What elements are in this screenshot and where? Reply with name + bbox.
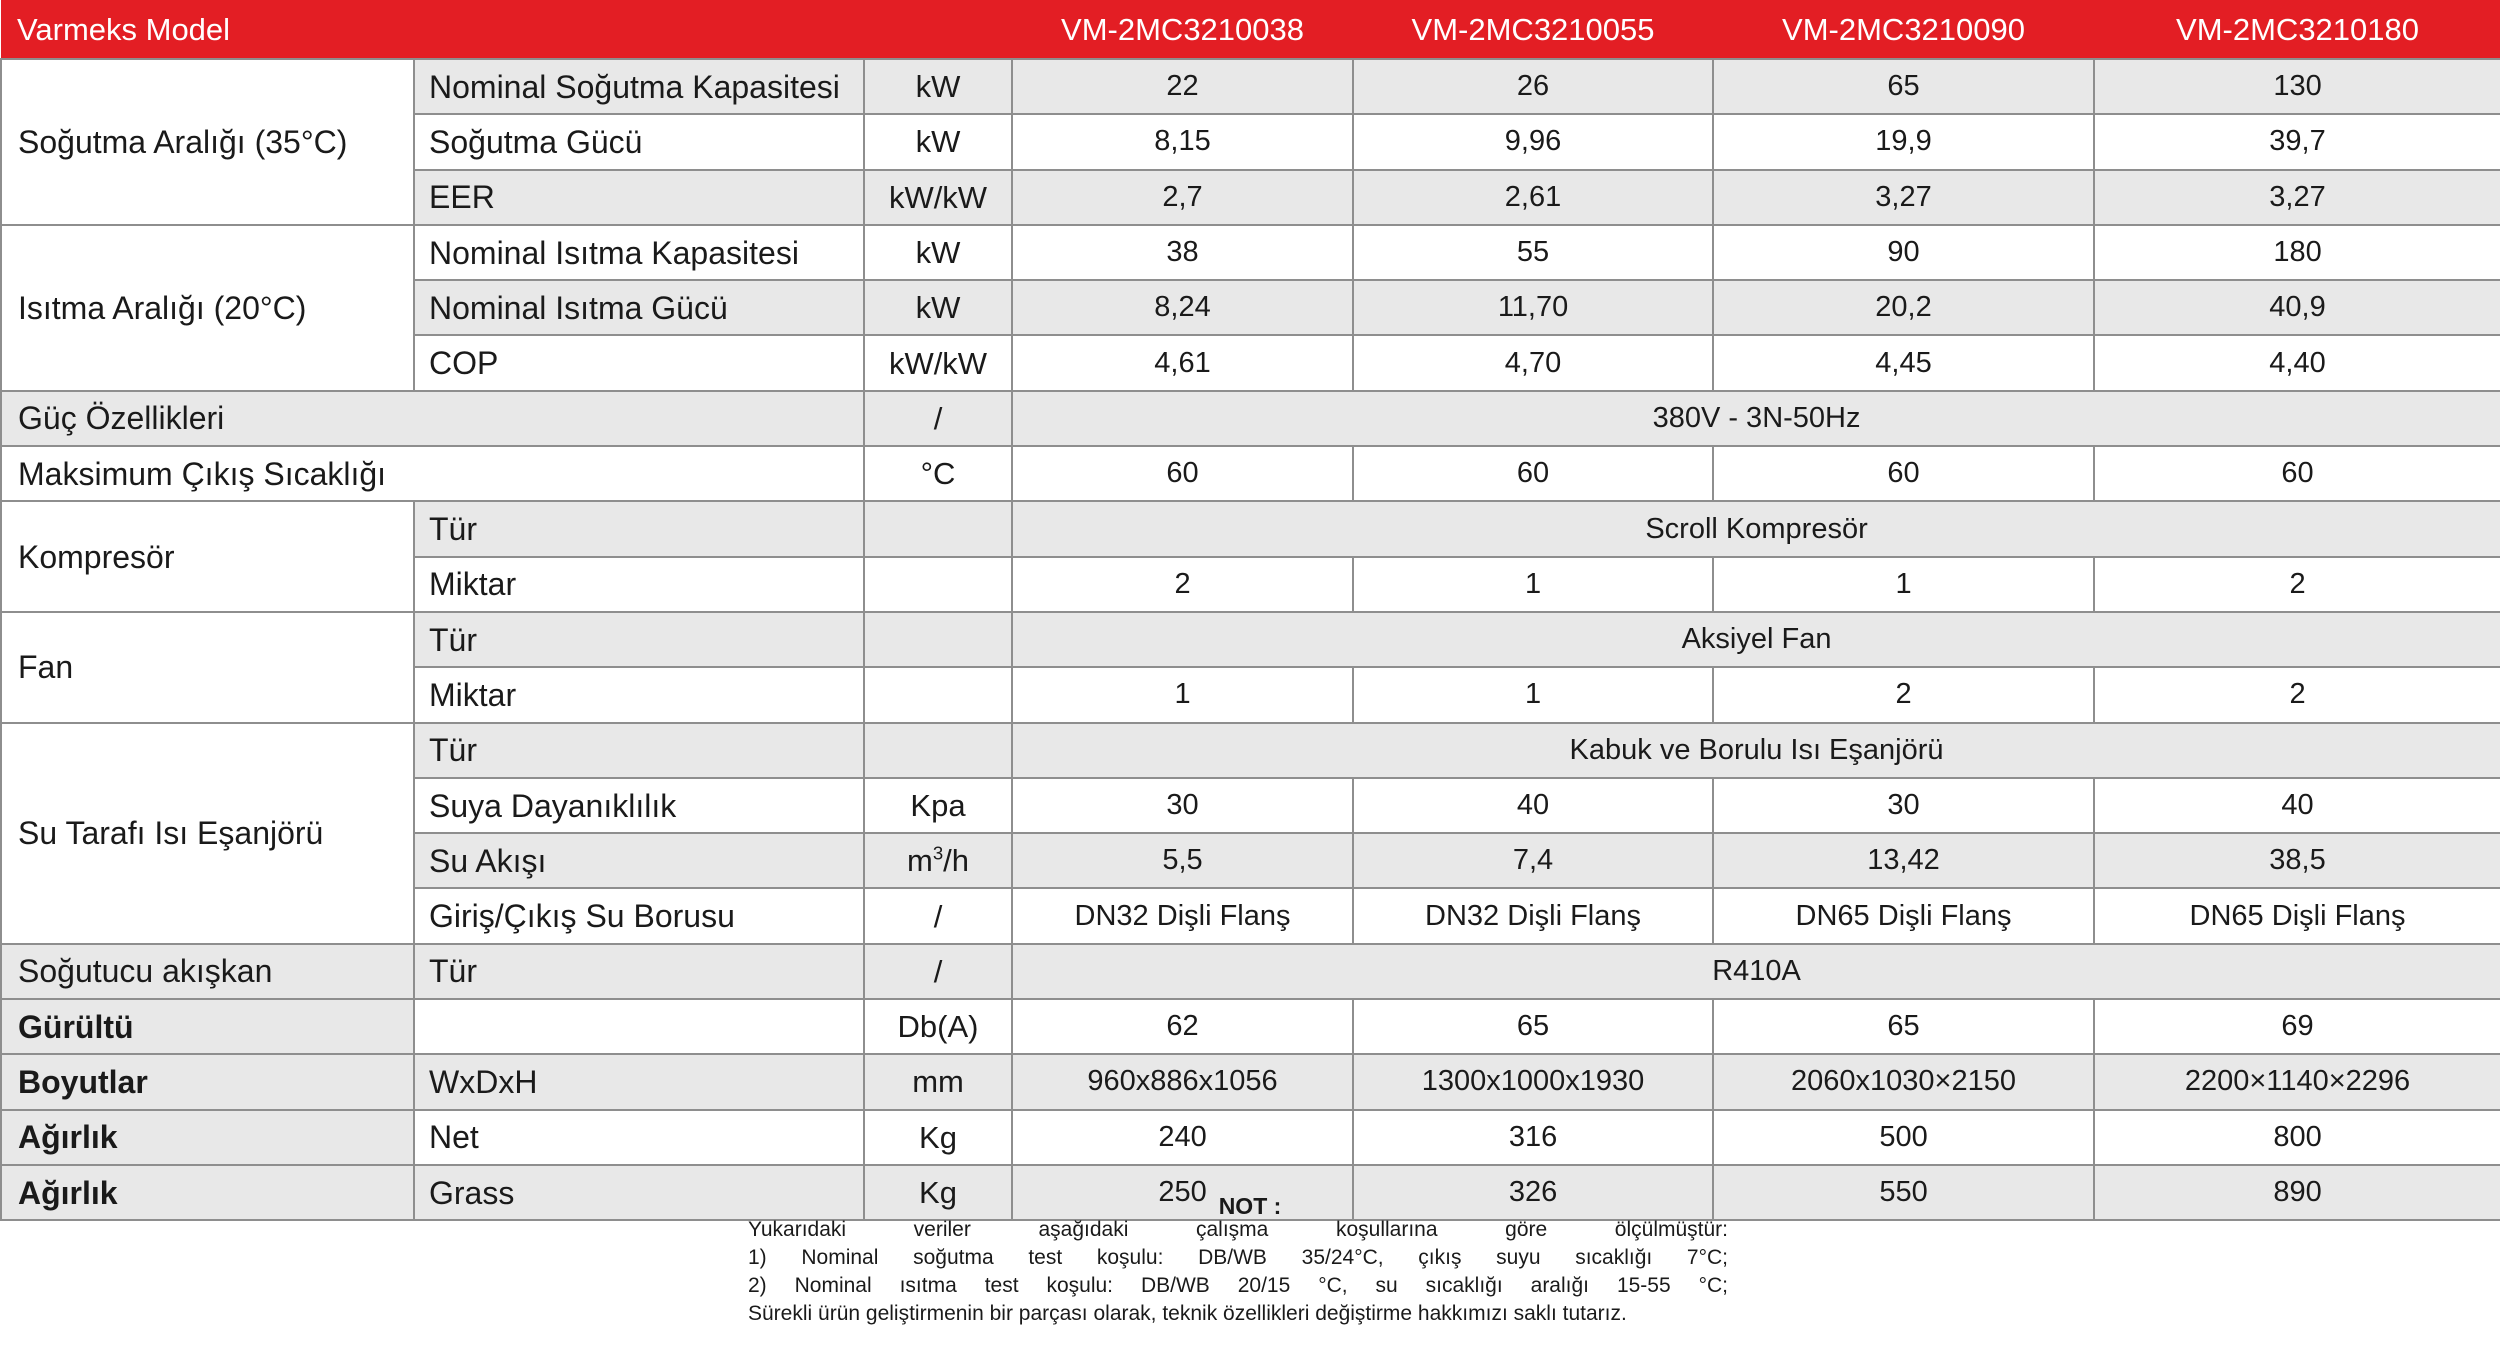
unit-cell bbox=[864, 557, 1012, 612]
value-cell: 250 bbox=[1012, 1165, 1353, 1220]
value-cell: 60 bbox=[1713, 446, 2094, 501]
table-row bbox=[1, 225, 2500, 280]
value-cell: 890 bbox=[2094, 1165, 2500, 1220]
row-label: Tür bbox=[414, 501, 864, 556]
notes-line: Sürekli ürün geliştirmenin bir parçası olarak, teknik özellikleri değiştirme hakkımızı saklı tutarız. bbox=[748, 1302, 1627, 1325]
value-cell: 22 bbox=[1012, 59, 1353, 114]
value-cell: 40 bbox=[1353, 778, 1713, 833]
value-cell: 3,27 bbox=[1713, 170, 2094, 225]
value-cell: 39,7 bbox=[2094, 114, 2500, 169]
value-cell: 4,40 bbox=[2094, 335, 2500, 390]
value-cell: 90 bbox=[1713, 225, 2094, 280]
row-label: EER bbox=[414, 170, 864, 225]
value-cell: DN32 Dişli Flanş bbox=[1012, 888, 1353, 943]
value-cell: 8,24 bbox=[1012, 280, 1353, 335]
value-cell: 40 bbox=[2094, 778, 2500, 833]
value-cell-merged: Aksiyel Fan bbox=[1012, 612, 2500, 667]
value-cell: 38 bbox=[1012, 225, 1353, 280]
value-cell: 326 bbox=[1353, 1165, 1713, 1220]
notes-line: Yukarıdaki veriler aşağıdaki çalışma koşullarına göre ölçülmüştür: bbox=[748, 1218, 1728, 1241]
value-cell: 2 bbox=[1713, 667, 2094, 722]
unit-cell bbox=[864, 612, 1012, 667]
unit-cell: kW bbox=[864, 114, 1012, 169]
row-label: Maksimum Çıkış Sıcaklığı bbox=[1, 446, 864, 501]
notes-line: 1) Nominal soğutma test koşulu: DB/WB 35/24°C, çıkış suyu sıcaklığı 7°C; bbox=[748, 1246, 1728, 1269]
value-cell: 13,42 bbox=[1713, 833, 2094, 888]
table-row bbox=[1, 391, 2500, 446]
notes-title: NOT : bbox=[1218, 1193, 1282, 1219]
unit-exponent: 3 bbox=[932, 842, 944, 864]
value-cell: 2 bbox=[1012, 557, 1353, 612]
value-cell-merged: 380V - 3N-50Hz bbox=[1012, 391, 2500, 446]
value-cell: 38,5 bbox=[2094, 833, 2500, 888]
value-cell: 65 bbox=[1353, 999, 1713, 1054]
table-row bbox=[1, 501, 2500, 556]
value-cell: 19,9 bbox=[1713, 114, 2094, 169]
value-cell: 180 bbox=[2094, 225, 2500, 280]
table-row bbox=[1, 59, 2500, 114]
value-cell: 9,96 bbox=[1353, 114, 1713, 169]
row-label: Nominal Isıtma Gücü bbox=[414, 280, 864, 335]
table-row bbox=[1, 1054, 2500, 1109]
unit-cell bbox=[864, 833, 1012, 888]
unit-cell: mm bbox=[864, 1054, 1012, 1109]
table-row bbox=[1, 723, 2500, 778]
value-cell-merged: Kabuk ve Borulu Isı Eşanjörü bbox=[1012, 723, 2500, 778]
value-cell: DN32 Dişli Flanş bbox=[1353, 888, 1713, 943]
header-model: VM-2MC3210038 bbox=[1012, 0, 1353, 59]
value-cell: 2 bbox=[2094, 667, 2500, 722]
value-cell: 65 bbox=[1713, 999, 2094, 1054]
row-label: Suya Dayanıklılık bbox=[414, 778, 864, 833]
value-cell: 550 bbox=[1713, 1165, 2094, 1220]
unit-base: m bbox=[907, 843, 933, 879]
table-row bbox=[1, 446, 2500, 501]
row-label: COP bbox=[414, 335, 864, 390]
row-label: Ağırlık bbox=[1, 1165, 414, 1220]
unit-cell: Kg bbox=[864, 1110, 1012, 1165]
group-label-cooling: Soğutma Aralığı (35°C) bbox=[1, 59, 414, 225]
unit-cell bbox=[864, 501, 1012, 556]
value-cell: 4,70 bbox=[1353, 335, 1713, 390]
value-cell: 2 bbox=[2094, 557, 2500, 612]
unit-cell: Db(A) bbox=[864, 999, 1012, 1054]
unit-cell: kW bbox=[864, 225, 1012, 280]
row-label: Tür bbox=[414, 723, 864, 778]
unit-cell: kW bbox=[864, 59, 1012, 114]
value-cell: 4,45 bbox=[1713, 335, 2094, 390]
unit-cell: Kg bbox=[864, 1165, 1012, 1220]
unit-cell bbox=[864, 723, 1012, 778]
value-cell: 240 bbox=[1012, 1110, 1353, 1165]
value-cell: 4,61 bbox=[1012, 335, 1353, 390]
row-label: Giriş/Çıkış Su Borusu bbox=[414, 888, 864, 943]
value-cell: 1 bbox=[1012, 667, 1353, 722]
value-cell: 30 bbox=[1012, 778, 1353, 833]
unit-cell: °C bbox=[864, 446, 1012, 501]
value-cell: 5,5 bbox=[1012, 833, 1353, 888]
unit-cell: / bbox=[864, 888, 1012, 943]
header-row bbox=[1, 0, 2500, 59]
group-label-refrigerant: Soğutucu akışkan bbox=[1, 944, 414, 999]
value-cell: 60 bbox=[2094, 446, 2500, 501]
unit-cell bbox=[864, 667, 1012, 722]
value-cell: 60 bbox=[1012, 446, 1353, 501]
notes-box bbox=[0, 1180, 2500, 1340]
value-cell: 8,15 bbox=[1012, 114, 1353, 169]
value-cell: 1 bbox=[1713, 557, 2094, 612]
row-label: Ağırlık bbox=[1, 1110, 414, 1165]
unit-cell: Kpa bbox=[864, 778, 1012, 833]
value-cell: 1 bbox=[1353, 667, 1713, 722]
value-cell-merged: Scroll Kompresör bbox=[1012, 501, 2500, 556]
notes-line: 2) Nominal ısıtma test koşulu: DB/WB 20/15 °C, su sıcaklığı aralığı 15-55 °C; bbox=[748, 1274, 1728, 1297]
row-label: Soğutma Gücü bbox=[414, 114, 864, 169]
row-sublabel bbox=[414, 999, 864, 1054]
unit-cell: / bbox=[864, 391, 1012, 446]
header-model: VM-2MC3210180 bbox=[2094, 0, 2500, 59]
value-cell: 40,9 bbox=[2094, 280, 2500, 335]
value-cell: 800 bbox=[2094, 1110, 2500, 1165]
value-cell: 2,61 bbox=[1353, 170, 1713, 225]
row-label: Su Akışı bbox=[414, 833, 864, 888]
value-cell: 20,2 bbox=[1713, 280, 2094, 335]
value-cell: 11,70 bbox=[1353, 280, 1713, 335]
value-cell: 960x886x1056 bbox=[1012, 1054, 1353, 1109]
value-cell: 65 bbox=[1713, 59, 2094, 114]
unit-rest: /h bbox=[943, 843, 970, 879]
table-row bbox=[1, 612, 2500, 667]
group-label-heating: Isıtma Aralığı (20°C) bbox=[1, 225, 414, 391]
value-cell: 3,27 bbox=[2094, 170, 2500, 225]
unit-cell: kW/kW bbox=[864, 335, 1012, 390]
group-label-heat-exchanger: Su Tarafı Isı Eşanjörü bbox=[1, 723, 414, 944]
row-label: Miktar bbox=[414, 557, 864, 612]
row-label: Gürültü bbox=[1, 999, 414, 1054]
value-cell: 69 bbox=[2094, 999, 2500, 1054]
unit-cell: kW bbox=[864, 280, 1012, 335]
row-sublabel: Grass bbox=[414, 1165, 864, 1220]
unit-cell: / bbox=[864, 944, 1012, 999]
row-label: Tür bbox=[414, 612, 864, 667]
value-cell: 30 bbox=[1713, 778, 2094, 833]
row-label: Nominal Soğutma Kapasitesi bbox=[414, 59, 864, 114]
value-cell: 7,4 bbox=[1353, 833, 1713, 888]
value-cell: 62 bbox=[1012, 999, 1353, 1054]
value-cell-merged: R410A bbox=[1012, 944, 2500, 999]
row-sublabel: WxDxH bbox=[414, 1054, 864, 1109]
value-cell: 1 bbox=[1353, 557, 1713, 612]
unit-cell: kW/kW bbox=[864, 170, 1012, 225]
table-row bbox=[1, 1110, 2500, 1165]
header-model: VM-2MC3210055 bbox=[1353, 0, 1713, 59]
group-label-fan: Fan bbox=[1, 612, 414, 723]
row-label: Güç Özellikleri bbox=[1, 391, 864, 446]
row-label: Boyutlar bbox=[1, 1054, 414, 1109]
value-cell: 316 bbox=[1353, 1110, 1713, 1165]
value-cell: 55 bbox=[1353, 225, 1713, 280]
value-cell: 130 bbox=[2094, 59, 2500, 114]
value-cell: 1300x1000x1930 bbox=[1353, 1054, 1713, 1109]
header-model: VM-2MC3210090 bbox=[1713, 0, 2094, 59]
table-row bbox=[1, 944, 2500, 999]
row-label: Nominal Isıtma Kapasitesi bbox=[414, 225, 864, 280]
value-cell: 2060x1030×2150 bbox=[1713, 1054, 2094, 1109]
value-cell: 60 bbox=[1353, 446, 1713, 501]
value-cell: DN65 Dişli Flanş bbox=[2094, 888, 2500, 943]
table-row bbox=[1, 999, 2500, 1054]
header-title: Varmeks Model bbox=[1, 0, 1012, 59]
row-label: Tür bbox=[414, 944, 864, 999]
row-sublabel: Net bbox=[414, 1110, 864, 1165]
value-cell: 2200×1140×2296 bbox=[2094, 1054, 2500, 1109]
group-label-compressor: Kompresör bbox=[1, 501, 414, 612]
value-cell: 26 bbox=[1353, 59, 1713, 114]
row-label: Miktar bbox=[414, 667, 864, 722]
value-cell: DN65 Dişli Flanş bbox=[1713, 888, 2094, 943]
value-cell: 500 bbox=[1713, 1110, 2094, 1165]
value-cell: 2,7 bbox=[1012, 170, 1353, 225]
